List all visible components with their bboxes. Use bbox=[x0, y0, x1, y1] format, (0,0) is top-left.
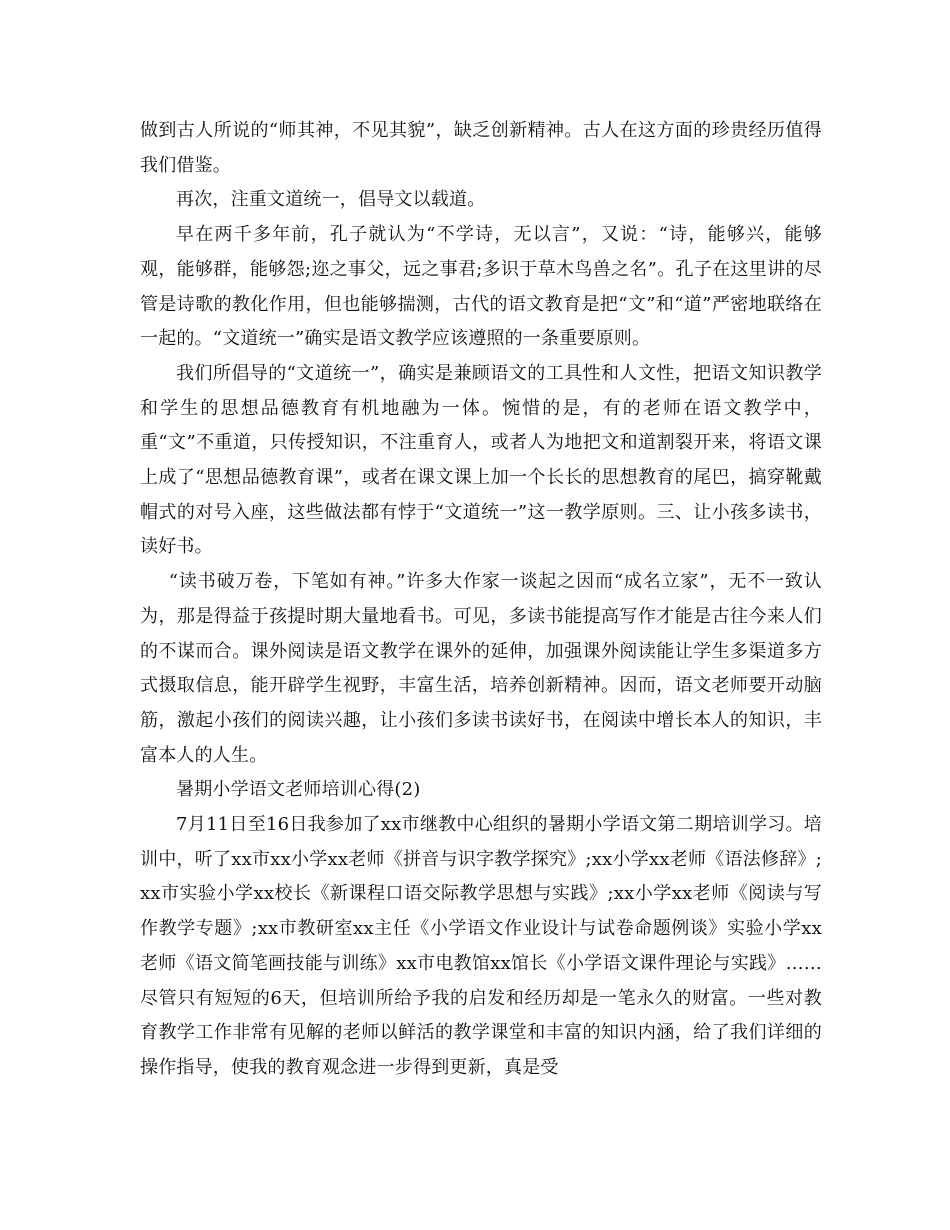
paragraph-3: 早在两千多年前，孔子就认为“不学诗，无以言”，又说：“诗，能够兴，能够观，能够群，能够怨;迩之事父，远之事君;多识于草木鸟兽之名”。孔子在这里讲的尽管是诗歌的教化作用，但也能够揣测，古代的语文教育是把“文”和“道”严密地联络在一起的。“文道统一”确实是语文教学应该遵照的一条重要原则。 bbox=[140, 224, 822, 350]
paragraph-4: 我们所倡导的“文道统一”，确实是兼顾语文的工具性和人文性，把语文知识教学和学生的思想品德教育有机地融为一体。惋惜的是，有的老师在语文教学中，重“文”不重道，只传授知识，不注重育人，或者人为地把文和道割裂开来，将语文课上成了“思想品德教育课”，或者在课文课上加一个长长的思想教育的尾巴，搞穿靴戴帽式的对号入座，这些做法都有悖于“文道统一”这一教学原则。三、让小孩多读书，读好书。 bbox=[140, 362, 822, 558]
section-heading: 暑期小学语文老师培训心得(2) bbox=[176, 779, 421, 801]
paragraph-5: “读书破万卷，下笔如有神。”许多大作家一谈起之因而“成名立家”，无不一致认为，那是得益于孩提时期大量地看书。可见，多读书能提高写作才能是古往今来人们的不谋而合。课外阅读是语文教学在课外的延伸，加强课外阅读能让学生多渠道多方式摄取信息，能开辟学生视野，丰富生活，培养创新精神。因而，语文老师要开动脑筋，激起小孩们的阅读兴趣，让小孩们多读书读好书，在阅读中增长本人的知识，丰富本人的人生。 bbox=[140, 571, 822, 766]
paragraph-2: 再次，注重文道统一，倡导文以载道。 bbox=[176, 189, 486, 211]
paragraph-7: 7月11日至16日我参加了xx市继教中心组织的暑期小学语文第二期培训学习。培训中，听了xx市xx小学xx老师《拼音与识字教学探究》;xx小学xx老师《语法修辞》;xx市实验小学xx校长《新课程口语交际教学思想与实践》;xx小学xx老师《阅读与写作教学专题》;xx市教研室xx主任《小学语文作业设计与试卷命题例谈》实验小学xx老师《语文简笔画技能与训练》xx市电教馆xx馆长《小学语文课件理论与实践》……尽管只有短短的6天，但培训所给予我的启发和经历却是一笔永久的财富。一些对教育教学工作非常有见解的老师以鲜活的教学课堂和丰富的知识内涵，给了我们详细的操作指导，使我的教育观念进一步得到更新，真是受 bbox=[140, 814, 822, 1078]
document-body bbox=[140, 114, 822, 1086]
paragraph-1: 做到古人所说的“师其神，不见其貌”，缺乏创新精神。古人在这方面的珍贵经历值得我们借鉴。 bbox=[140, 120, 822, 176]
